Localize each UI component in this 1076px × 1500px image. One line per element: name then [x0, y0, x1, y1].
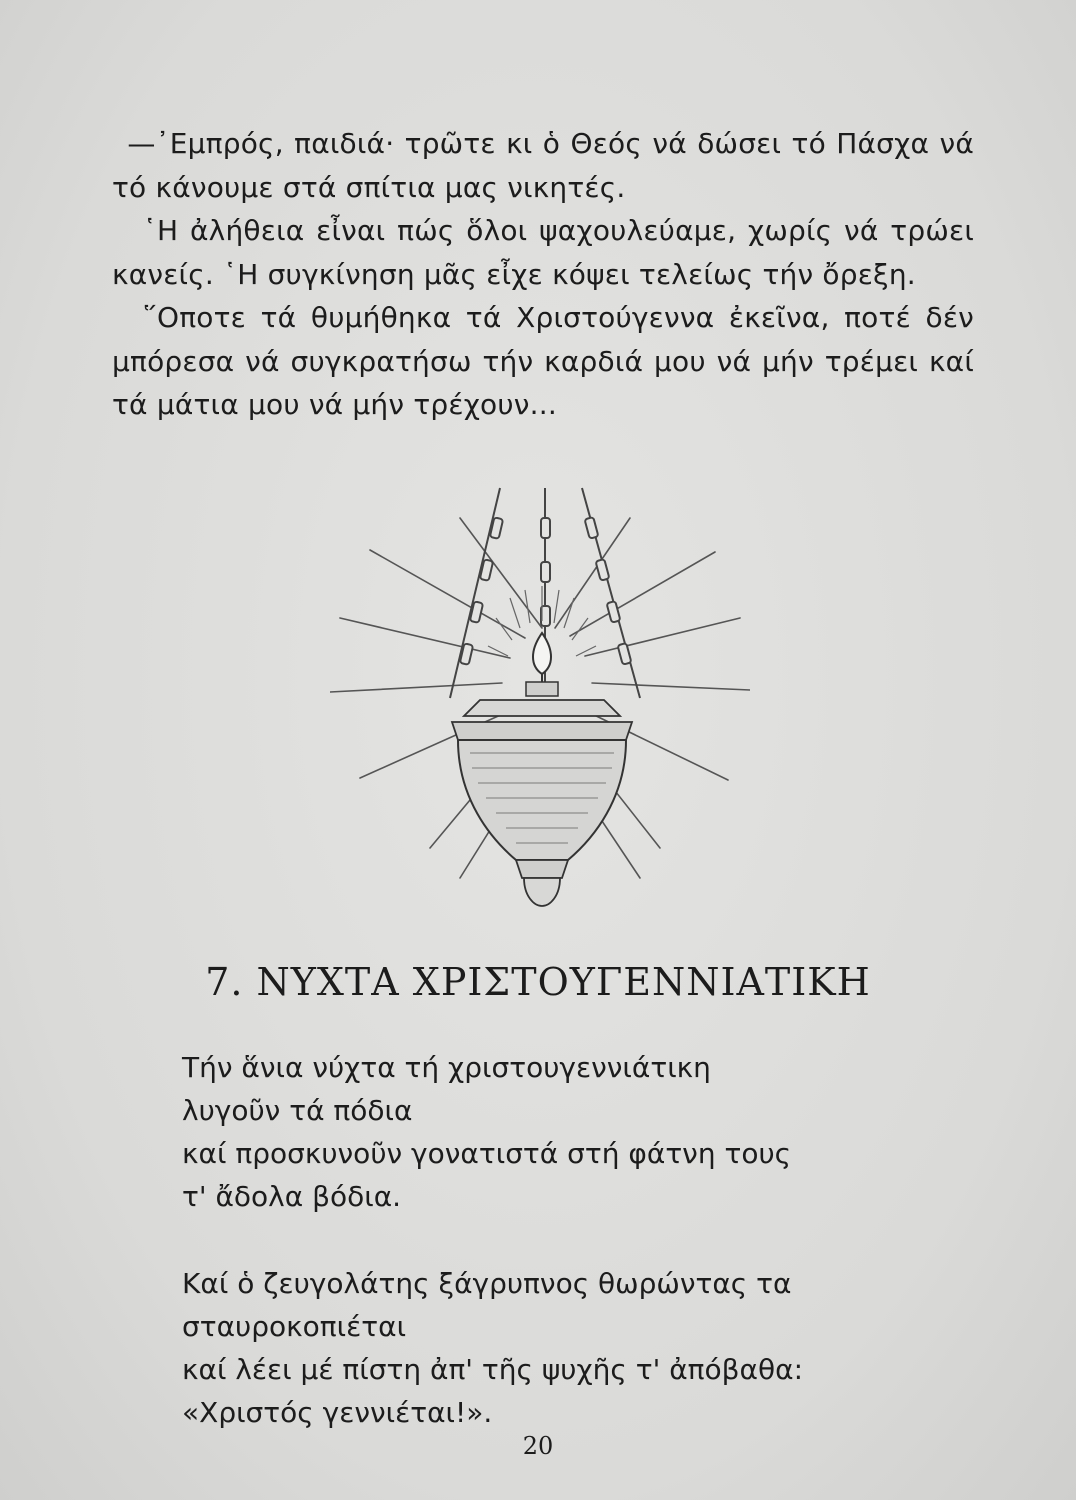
poem-line: καί λέει μέ πίστη ἀπ' τῆς ψυχῆς τ' ἀπόβαθα: — [182, 1353, 804, 1386]
poem-line: σταυροκοπιέται — [182, 1310, 407, 1343]
poem-line: καί προσκυνοῦν γονατιστά στή φάτνη τους — [182, 1137, 792, 1170]
section-heading: 7. ΝΥΧΤΑ ΧΡΙΣΤΟΥΓΕΝΝΙΑΤΙΚΗ — [205, 960, 871, 1004]
paragraph: —᾿Εμπρός, παιδιά· τρῶτε κι ὁ Θεός νά δώσει τό Πάσχα νά τό κάνουμε στά σπίτια μας νικητές. — [112, 127, 974, 204]
paragraph: ῞Οποτε τά θυμήθηκα τά Χριστούγεννα ἐκεῖνα, ποτέ δέν μπόρεσα νά συγκρατήσω τήν καρδιά μου νά μήν τρέμει καί τά μάτια μου νά μήν τρέχουν... — [112, 301, 974, 421]
oil-lamp-icon — [330, 478, 750, 918]
poem-line: λυγοῦν τά πόδια — [182, 1094, 413, 1127]
poem-line: τ' ἄδολα βόδια. — [182, 1180, 402, 1213]
poem-line: Τήν ἅνια νύχτα τή χριστουγεννιάτικη — [182, 1051, 711, 1084]
poem-line: Καί ὁ ζευγολάτης ξάγρυπνος θωρώντας τα — [182, 1267, 792, 1300]
poem-line: «Χριστός γεννιέται!». — [182, 1396, 493, 1429]
paragraph: ῾Η ἀλήθεια εἶναι πώς ὅλοι ψαχουλεύαμε, χωρίς νά τρώει κανείς. ῾Η συγκίνηση μᾶς εἶχε κόψει τελείως τήν ὄρεξη. — [112, 214, 974, 291]
stanza — [182, 1046, 962, 1218]
page-number: 20 — [522, 1432, 554, 1460]
poem — [182, 1046, 962, 1478]
stanza — [182, 1262, 962, 1434]
prose-section — [112, 122, 974, 427]
